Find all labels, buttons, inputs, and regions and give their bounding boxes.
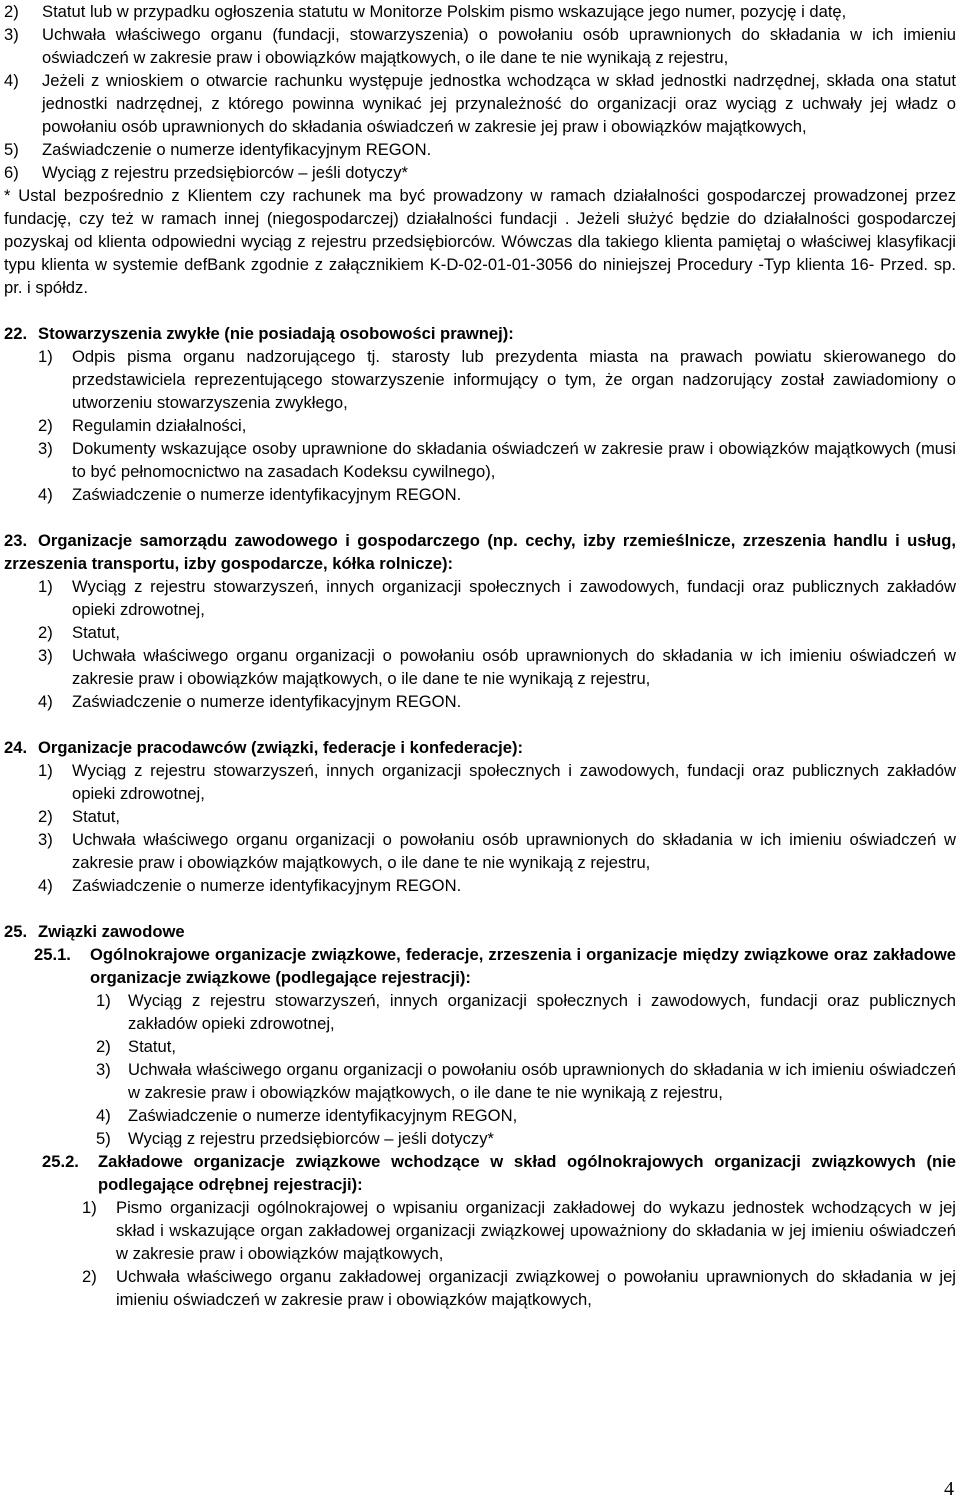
item-text: Statut, xyxy=(72,807,120,826)
item-text: Zaświadczenie o numerze identyfikacyjnym REGON. xyxy=(72,876,462,895)
item-text: Uchwała właściwego organu organizacji o powołaniu osób uprawnionych do składania w ich imieniu oświadczeń w zakresie praw i obowiązków majątkowych, o ile dane te nie wynikają z rejestru, xyxy=(72,646,956,688)
list-item xyxy=(4,621,956,644)
item-number: 3) xyxy=(38,646,53,665)
item-text: Wyciąg z rejestru stowarzyszeń, innych organizacji społecznych i zawodowych, fundacji oraz publicznych zakładów opieki zdrowotnej, xyxy=(128,991,956,1033)
item-number: 5) xyxy=(4,140,19,159)
top-list xyxy=(4,0,956,184)
page-number: 4 xyxy=(944,1478,954,1500)
section-title: Stowarzyszenia zwykłe (nie posiadają osobowości prawnej): xyxy=(38,324,514,343)
section-number: 22. xyxy=(4,324,28,343)
subsection-title: Ogólnokrajowe organizacje związkowe, federacje, zrzeszenia i organizacje między związkowe oraz zakładowe organizacje związkowe (podlegające rejestracji): xyxy=(90,945,956,987)
item-number: 6) xyxy=(4,163,19,182)
subsection-25-1-list xyxy=(4,989,956,1150)
document-page xyxy=(4,0,956,1311)
list-item xyxy=(0,69,956,138)
list-item xyxy=(4,1035,956,1058)
item-text: Zaświadczenie o numerze identyfikacyjnym REGON. xyxy=(72,692,462,711)
section-number: 25. xyxy=(4,922,28,941)
list-item xyxy=(4,483,956,506)
section-heading-24 xyxy=(4,736,956,759)
section-22-list xyxy=(4,345,956,506)
subsection-25-2-list xyxy=(4,1196,956,1311)
list-item xyxy=(4,1265,956,1311)
item-number: 3) xyxy=(38,439,53,458)
list-item xyxy=(4,644,956,690)
item-text: Regulamin działalności, xyxy=(72,416,247,435)
item-number: 1) xyxy=(96,991,111,1010)
item-number: 4) xyxy=(96,1106,111,1125)
item-number: 1) xyxy=(38,577,53,596)
item-number: 3) xyxy=(4,25,19,44)
section-heading-23 xyxy=(4,529,956,575)
item-text: Jeżeli z wnioskiem o otwarcie rachunku występuje jednostka wchodząca w skład jednostki nadrzędnej, składa ona statut jednostki nadrzędnej, z którego powinna wynikać jej przynależność do organizacji oraz wyciąg z uchwały jej władz o powołaniu osób uprawnionych do składania oświadczeń w zakresie jej praw i obowiązków majątkowych, xyxy=(42,71,956,136)
list-item xyxy=(4,1058,956,1104)
item-text: Wyciąg z rejestru stowarzyszeń, innych organizacji społecznych i zawodowych, fundacji oraz publicznych zakładów opieki zdrowotnej, xyxy=(72,577,956,619)
section-heading-22 xyxy=(4,322,956,345)
item-text: Odpis pisma organu nadzorującego tj. starosty lub prezydenta miasta na prawach powiatu skierowanego do przedstawiciela reprezentującego stowarzyszenie informujący o tym, że organ nadzorujący został zawiadomiony o utworzeniu stowarzyszenia zwykłego, xyxy=(72,347,956,412)
item-text: Dokumenty wskazujące osoby uprawnione do składania oświadczeń w zakresie praw i obowiązków majątkowych (musi to być pełnomocnictwo na zasadach Kodeksu cywilnego), xyxy=(72,439,956,481)
item-text: Uchwała właściwego organu (fundacji, stowarzyszenia) o powołaniu osób uprawnionych do składania w ich imieniu oświadczeń w zakresie praw i obowiązków majątkowych, o ile dane te nie wynikają z rejestru, xyxy=(42,25,956,67)
item-number: 4) xyxy=(4,71,19,90)
item-text: Zaświadczenie o numerze identyfikacyjnym REGON. xyxy=(42,140,432,159)
item-text: Statut lub w przypadku ogłoszenia statutu w Monitorze Polskim pismo wskazujące jego numer, pozycję i datę, xyxy=(42,2,847,21)
section-title: Organizacje pracodawców (związki, federacje i konfederacje): xyxy=(38,738,524,757)
item-number: 2) xyxy=(96,1037,111,1056)
item-text: Wyciąg z rejestru stowarzyszeń, innych organizacji społecznych i zawodowych, fundacji oraz publicznych zakładów opieki zdrowotnej, xyxy=(72,761,956,803)
subsection-number: 25.2. xyxy=(42,1152,79,1171)
list-item xyxy=(4,690,956,713)
item-number: 3) xyxy=(96,1060,111,1079)
item-number: 1) xyxy=(38,347,53,366)
item-text: Wyciąg z rejestru przedsiębiorców – jeśli dotyczy* xyxy=(128,1129,494,1148)
subsection-heading-25-2 xyxy=(42,1150,956,1196)
item-number: 4) xyxy=(38,876,53,895)
list-item xyxy=(4,1104,956,1127)
list-item xyxy=(4,805,956,828)
section-number: 24. xyxy=(4,738,28,757)
list-item xyxy=(4,1127,956,1150)
item-text: Pismo organizacji ogólnokrajowej o wpisaniu organizacji zakładowej do wykazu jednostek wchodzących w jej skład i wskazujące organ zakładowej organizacji związkowej upoważniony do składania w jej imieniu oświadczeń w zakresie praw i obowiązków majątkowych, xyxy=(116,1198,956,1263)
list-item xyxy=(4,828,956,874)
item-number: 1) xyxy=(82,1198,97,1217)
item-text: Uchwała właściwego organu organizacji o powołaniu osób uprawnionych do składania w ich imieniu oświadczeń w zakresie praw i obowiązków majątkowych, o ile dane te nie wynikają z rejestru, xyxy=(72,830,956,872)
item-number: 4) xyxy=(38,692,53,711)
list-item xyxy=(0,0,956,23)
item-number: 2) xyxy=(38,807,53,826)
item-text: Statut, xyxy=(128,1037,176,1056)
item-number: 2) xyxy=(4,2,19,21)
section-number: 23. xyxy=(4,531,28,550)
list-item xyxy=(4,345,956,414)
list-item xyxy=(0,161,956,184)
subsection-title: Zakładowe organizacje związkowe wchodzące w skład ogólnokrajowych organizacji związkowych (nie podlegające odrębnej rejestracji): xyxy=(98,1152,956,1194)
section-heading-25 xyxy=(4,920,956,943)
item-number: 2) xyxy=(82,1267,97,1286)
item-text: Uchwała właściwego organu zakładowej organizacji związkowej o powołaniu uprawnionych do składania w jej imieniu oświadczeń w zakresie praw i obowiązków majątkowych, xyxy=(116,1267,956,1309)
list-item xyxy=(4,1196,956,1265)
item-text: Zaświadczenie o numerze identyfikacyjnym REGON. xyxy=(72,485,462,504)
item-number: 2) xyxy=(38,623,53,642)
section-title: Organizacje samorządu zawodowego i gospodarczego (np. cechy, izby rzemieślnicze, zrzeszenia handlu i usług, zrzeszenia transportu, izby gospodarcze, kółka rolnicze): xyxy=(4,531,956,573)
item-text: Wyciąg z rejestru przedsiębiorców – jeśli dotyczy* xyxy=(42,163,408,182)
item-text: Zaświadczenie o numerze identyfikacyjnym REGON, xyxy=(128,1106,518,1125)
section-title: Związki zawodowe xyxy=(38,922,185,941)
list-item xyxy=(4,989,956,1035)
list-item xyxy=(0,138,956,161)
item-text: Uchwała właściwego organu organizacji o powołaniu osób uprawnionych do składania w ich imieniu oświadczeń w zakresie praw i obowiązków majątkowych, o ile dane te nie wynikają z rejestru, xyxy=(128,1060,956,1102)
list-item xyxy=(4,759,956,805)
list-item xyxy=(4,414,956,437)
footnote: * Ustal bezpośrednio z Klientem czy rachunek ma być prowadzony w ramach działalności gospodarczej prowadzonej przez fundację, czy też w ramach innej (niegospodarczej) działalności fundacji . Jeżeli służyć będzie do działalności gospodarczej pozyskaj od klienta odpowiedni wyciąg z rejestru przedsiębiorców. Wówczas dla takiego klienta pamiętaj o właściwej klasyfikacji typu klienta w systemie defBank zgodnie z załącznikiem K-D-02-01-01-3056 do niniejszej Procedury -Typ klienta 16- Przed. sp. pr. i spółdz. xyxy=(4,186,956,297)
item-text: Statut, xyxy=(72,623,120,642)
item-number: 1) xyxy=(38,761,53,780)
item-number: 3) xyxy=(38,830,53,849)
list-item xyxy=(0,23,956,69)
list-item xyxy=(4,874,956,897)
item-number: 5) xyxy=(96,1129,111,1148)
section-23-list xyxy=(4,575,956,713)
subsection-number: 25.1. xyxy=(34,945,71,964)
item-number: 2) xyxy=(38,416,53,435)
list-item xyxy=(4,437,956,483)
list-item xyxy=(4,575,956,621)
section-24-list xyxy=(4,759,956,897)
item-number: 4) xyxy=(38,485,53,504)
subsection-heading-25-1 xyxy=(34,943,956,989)
